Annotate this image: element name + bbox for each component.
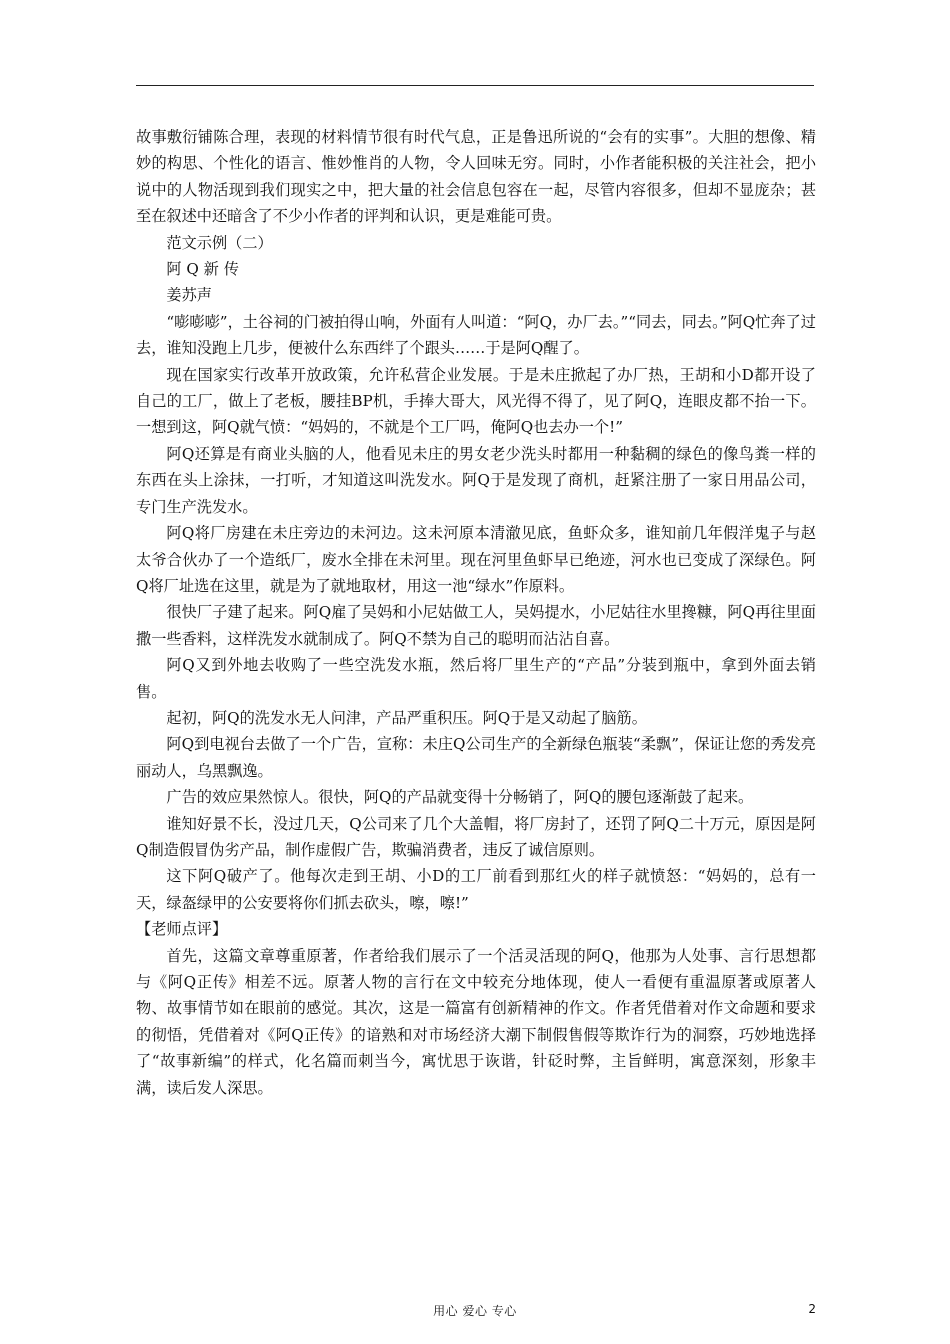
paragraph: 现在国家实行改革开放政策，允许私营企业发展。于是未庄掀起了办厂热，王胡和小D都开设了自己的工厂，做上了老板，腰挂BP机，手捧大哥大，风光得不得了，见了阿Q，连眼皮都不抬一下。一想到这，阿Q就气愤：“妈妈的，不就是个工厂吗，俺阿Q也去办一个!”: [136, 365, 816, 437]
teacher-comment: 首先，这篇文章尊重原著，作者给我们展示了一个活灵活现的阿Q，他那为人处事、言行思想都与《阿Q正传》相差不远。原著人物的言行在文中较充分地体现，使人一看便有重温原著或原著人物、故事情节如在眼前的感觉。其次，这是一篇富有创新精神的作文。作者凭借着对作文命题和要求的彻悟，凭借着对《阿Q正传》的谙熟和对市场经济大潮下制假售假等欺诈行为的洞察，巧妙地选择了“故事新编”的样式，化名篇而刺当今，寓忧思于诙谐，针砭时弊，主旨鲜明，寓意深刻，形象丰满，读后发人深思。: [136, 946, 816, 1097]
footer-text: 用心 爱心 专心: [433, 1304, 517, 1318]
teacher-comment-heading: 【老师点评】: [136, 920, 228, 939]
paragraph: 这下阿Q破产了。他每次走到王胡、小D的工厂前看到那红火的样子就愤怒：“妈妈的，总有一天，绿盔绿甲的公安要将你们抓去砍头，嚓，嚓!”: [136, 867, 816, 912]
paragraph: “嘭嘭嘭”，土谷祠的门被拍得山响，外面有人叫道：“阿Q，办厂去。”“同去，同去。”阿Q忙奔了过去，谁知没跑上几步，便被什么东西绊了个跟头……于是阿Q醒了。: [136, 312, 816, 358]
document-body: [136, 124, 816, 1101]
page-footer: [0, 1302, 950, 1322]
paragraph: 阿Q还算是有商业头脑的人，他看见未庄的男女老少洗头时都用一种黏稠的绿色的像鸟粪一样的东西在头上涂抹，一打听，才知道这叫洗发水。阿Q于是发现了商机，赶紧注册了一家日用品公司，专门生产洗发水。: [136, 444, 816, 516]
paragraph: 广告的效应果然惊人。很快，阿Q的产品就变得十分畅销了，阿Q的腰包逐渐鼓了起来。: [166, 788, 754, 807]
paragraph: 谁知好景不长，没过几天，Q公司来了几个大盖帽，将厂房封了，还罚了阿Q二十万元，原因是阿Q制造假冒伪劣产品，制作虚假广告，欺骗消费者，违反了诚信原则。: [136, 814, 816, 859]
essay-author: 姜苏声: [166, 286, 212, 305]
page-number: 2: [808, 1302, 816, 1316]
header-rule: [136, 85, 814, 86]
paragraph: 故事敷衍铺陈合理，表现的材料情节很有时代气息，正是鲁迅所说的“会有的实事”。大胆的想像、精妙的构思、个性化的语言、惟妙惟肖的人物，令人回味无穷。同时，小作者能积极的关注社会，把小说中的人物活现到我们现实之中，把大量的社会信息包容在一起，尽管内容很多，但却不显庞杂；甚至在叙述中还暗含了不少小作者的评判和认识，更是难能可贵。: [136, 128, 816, 226]
paragraph: 起初，阿Q的洗发水无人问津，产品严重积压。阿Q于是又动起了脑筋。: [166, 708, 647, 727]
paragraph: 很快厂子建了起来。阿Q雇了吴妈和小尼姑做工人，吴妈提水，小尼姑往水里搀糠，阿Q再往里面撒一些香料，这样洗发水就制成了。阿Q不禁为自己的聪明而沾沾自喜。: [136, 603, 816, 648]
paragraph: 阿Q将厂房建在未庄旁边的未河边。这未河原本清澈见底，鱼虾众多，谁知前几年假洋鬼子与赵太爷合伙办了一个造纸厂，废水全排在未河里。现在河里鱼虾早已绝迹，河水也已变成了深绿色。阿Q将厂址选在这里，就是为了就地取材，用这一池“绿水”作原料。: [136, 524, 816, 595]
essay-title: 阿 Q 新 传: [166, 260, 239, 279]
paragraph: 阿Q到电视台去做了一个广告，宣称：未庄Q公司生产的全新绿色瓶装“柔飘”，保证让您的秀发亮丽动人，乌黑飘逸。: [136, 735, 816, 780]
section-label: 范文示例（二）: [166, 233, 273, 252]
paragraph: 阿Q又到外地去收购了一些空洗发水瓶，然后将厂里生产的“产品”分装到瓶中，拿到外面去销售。: [136, 656, 816, 701]
